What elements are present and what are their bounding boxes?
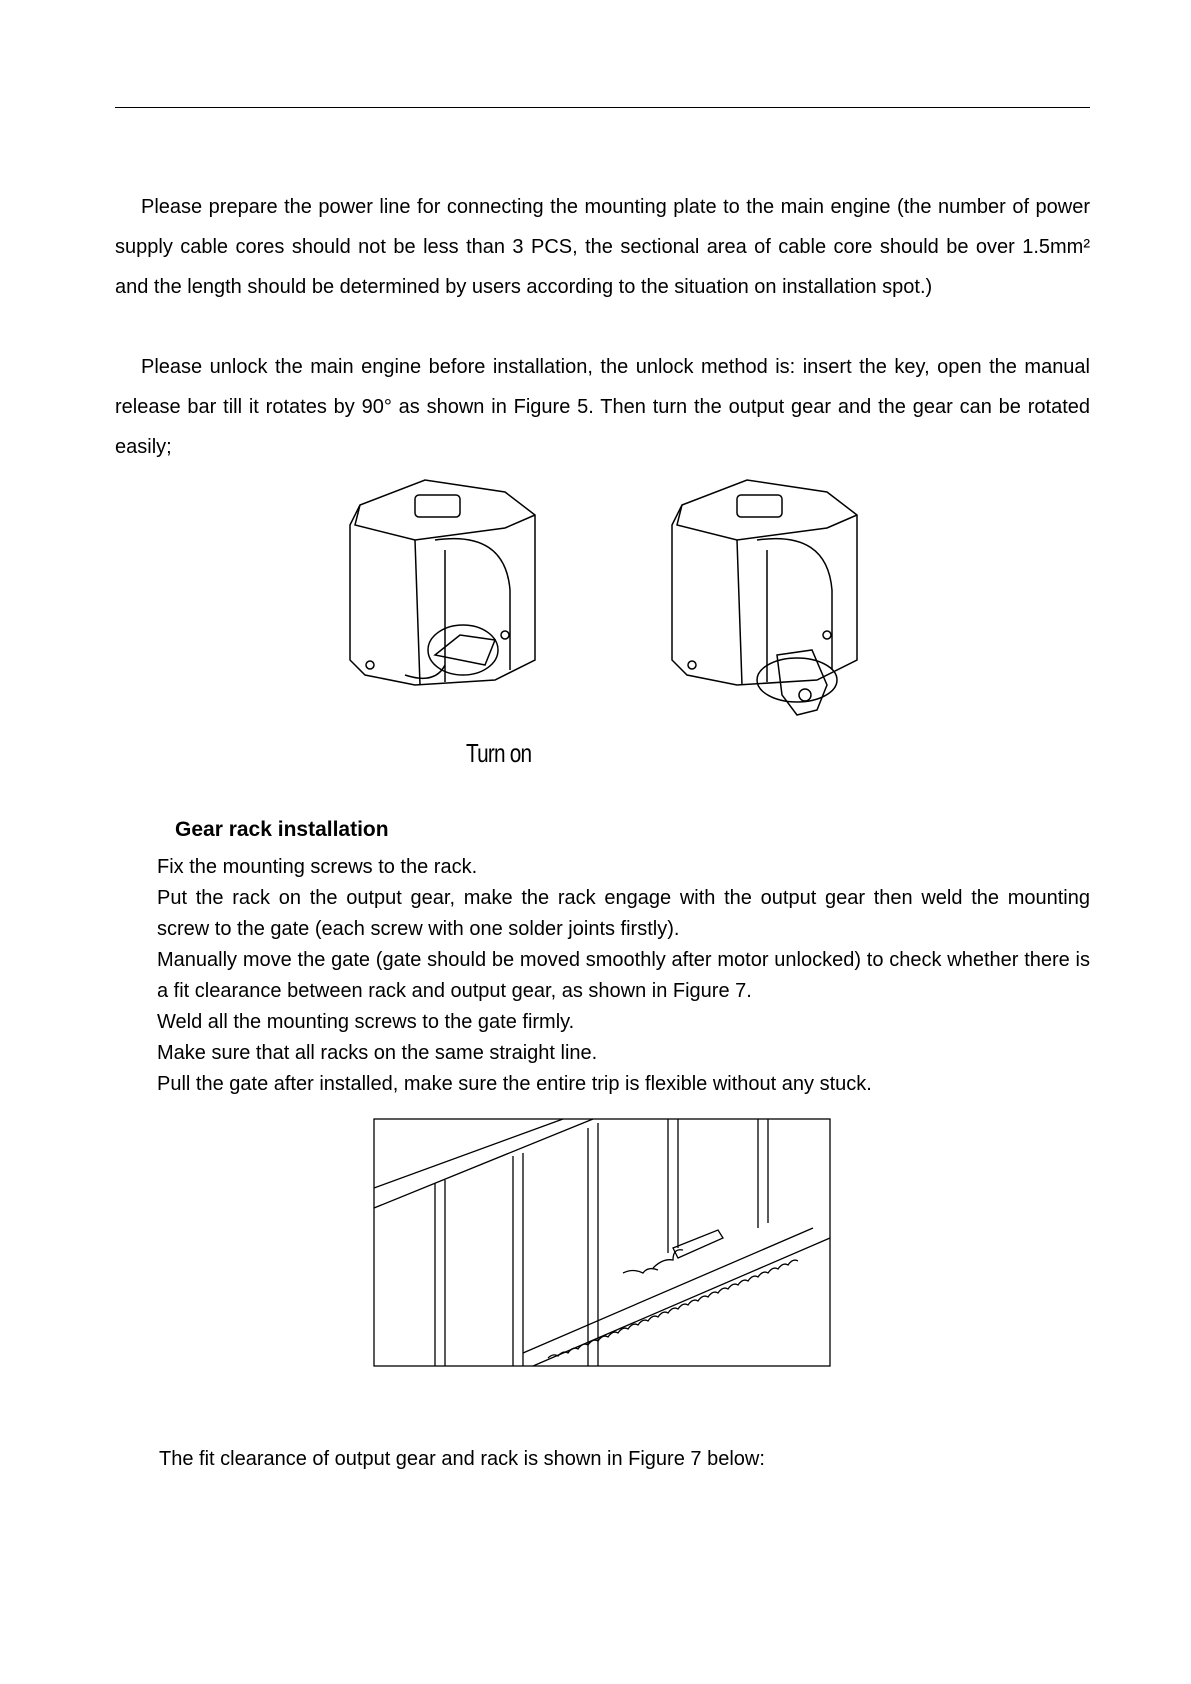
motor-unlocked-illustration: [667, 470, 867, 730]
installation-steps: [157, 852, 1090, 1100]
closing-text: The fit clearance of output gear and rack is shown in Figure 7 below:: [159, 1448, 765, 1470]
paragraph-unlock: Please unlock the main engine before installation, the unlock method is: insert the key, open the manual release bar till it rotates by 90° as shown in Figure 5. Then turn the output gear and the gear can be rotated easily;: [115, 356, 1090, 458]
step-item: Fix the mounting screws to the rack.: [157, 856, 478, 878]
step-item: Put the rack on the output gear, make the rack engage with the output gear then weld the mounting screw to the gate (each screw with one solder joints firstly).: [157, 887, 1090, 940]
gate-welding-illustration: [373, 1118, 831, 1368]
step-item: Pull the gate after installed, make sure the entire trip is flexible without any stuck.: [157, 1073, 872, 1095]
paragraph-power-line: Please prepare the power line for connecting the mounting plate to the main engine (the number of power supply cable cores should not be less than 3 PCS, the sectional area of cable core should be over 1.5mm² and the length should be determined by users according to the situation on installation spot.): [115, 196, 1090, 298]
step-item: Make sure that all racks on the same straight line.: [157, 1042, 598, 1064]
motor-locked-illustration: [345, 470, 545, 750]
section-heading: Gear rack installation: [175, 818, 389, 841]
step-item: Manually move the gate (gate should be moved smoothly after motor unlocked) to check whether there is a fit clearance between rack and output gear, as shown in Figure 7.: [157, 949, 1090, 1002]
header-rule: [115, 107, 1090, 108]
turn-on-label: Turn on: [466, 738, 532, 768]
step-item: Weld all the mounting screws to the gate firmly.: [157, 1011, 575, 1033]
